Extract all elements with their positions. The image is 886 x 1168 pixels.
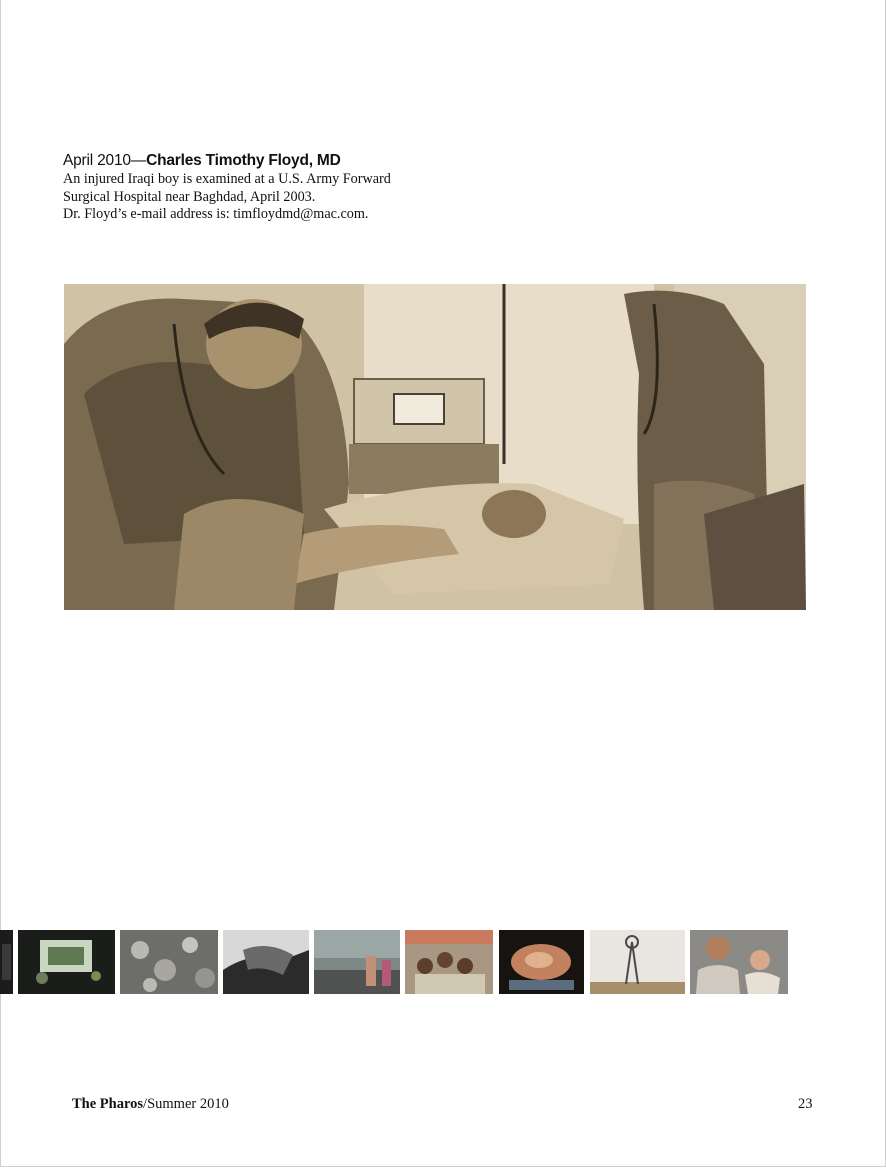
caption-line: Surgical Hospital near Baghdad, April 2003. bbox=[63, 188, 316, 205]
thumbnail-photo bbox=[405, 930, 493, 994]
thumbnail-photo bbox=[223, 930, 309, 994]
thumbnail-photo bbox=[120, 930, 218, 994]
photo-caption bbox=[63, 151, 483, 224]
caption-line: An injured Iraqi boy is examined at a U.S. Army Forward bbox=[63, 171, 391, 187]
running-footer bbox=[72, 1096, 229, 1113]
featured-photo bbox=[64, 284, 806, 610]
thumbnail-photo bbox=[314, 930, 400, 994]
caption-heading bbox=[63, 151, 483, 171]
issue-label: /Summer 2010 bbox=[143, 1096, 229, 1112]
caption-date: April 2010— bbox=[63, 152, 147, 169]
thumbnail-photo bbox=[499, 930, 584, 994]
caption-author: Charles Timothy Floyd, MD bbox=[146, 152, 341, 169]
thumbnail-photo bbox=[0, 930, 13, 994]
thumbnail-photo bbox=[590, 930, 685, 994]
page-number: 23 bbox=[798, 1096, 813, 1112]
publication-title: The Pharos bbox=[72, 1096, 144, 1112]
thumbnail-photo bbox=[18, 930, 115, 994]
caption-line: Dr. Floyd’s e-mail address is: timfloydmd@mac.com. bbox=[63, 206, 369, 222]
thumbnail-photo bbox=[690, 930, 788, 994]
